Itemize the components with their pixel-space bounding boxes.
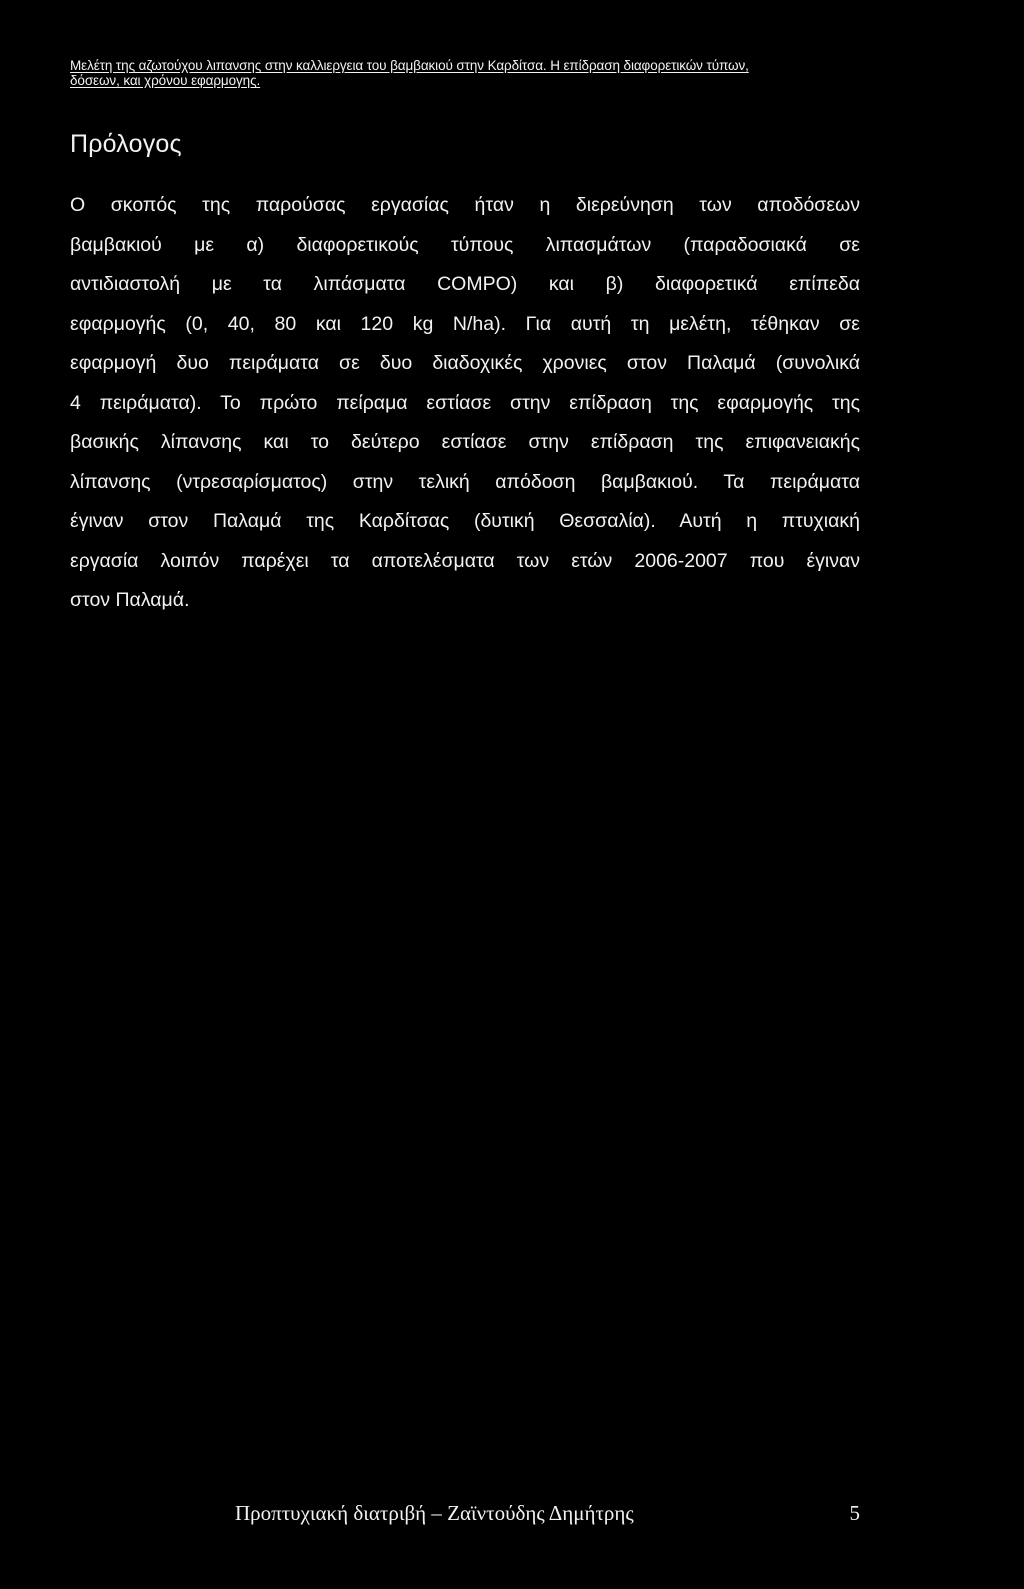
paragraph-line: λίπανσης (ντρεσαρίσματος) στην τελική απόδοση βαμβακιού. Τα πειράματα (70, 470, 860, 493)
running-header-line-2: δόσεων, και χρόνου εφαρμογης. (70, 73, 261, 88)
prologue-paragraph (70, 186, 860, 621)
paragraph-line: 4 πειράματα). Το πρώτο πείραμα εστίασε στην επίδραση της εφαρμογής της (70, 391, 860, 414)
section-heading: Πρόλογος (70, 130, 182, 158)
paragraph-line: Ο σκοπός της παρούσας εργασίας ήταν η διερεύνηση των αποδόσεων (70, 194, 860, 216)
paragraph-line: βαμβακιού με α) διαφορετικούς τύπους λιπασμάτων (παραδοσιακά σε (70, 233, 860, 256)
paragraph-line: στον Παλαμά. (70, 589, 190, 611)
running-header (70, 58, 870, 88)
paragraph-line: εφαρμογής (0, 40, 80 και 120 kg N/ha). Για αυτή τη μελέτη, τέθηκαν σε (70, 312, 860, 335)
footer-title: Προπτυχιακή διατριβή – Ζαϊντούδης Δημήτρης (235, 1501, 634, 1525)
page-number: 5 (849, 1501, 860, 1525)
paragraph-line: εργασία λοιπόν παρέχει τα αποτελέσματα των ετών 2006-2007 που έγιναν (70, 549, 860, 572)
paragraph-line: έγιναν στον Παλαμά της Καρδίτσας (δυτική Θεσσαλία). Αυτή η πτυχιακή (70, 510, 860, 532)
paragraph-line: αντιδιαστολή με τα λιπάσματα COMPO) και β) διαφορετικά επίπεδα (70, 273, 860, 295)
paragraph-line: εφαρμογή δυο πειράματα σε δυο διαδοχικές χρονιες στον Παλαμά (συνολικά (70, 352, 860, 374)
running-header-line-1: Μελέτη της αζωτούχου λιπανσης στην καλλιεργεια του βαμβακιού στην Καρδίτσα. Η επίδραση διαφορετικών τύπων, (70, 58, 749, 73)
paragraph-line: βασικής λίπανσης και το δεύτερο εστίασε στην επίδραση της επιφανειακής (70, 431, 860, 453)
